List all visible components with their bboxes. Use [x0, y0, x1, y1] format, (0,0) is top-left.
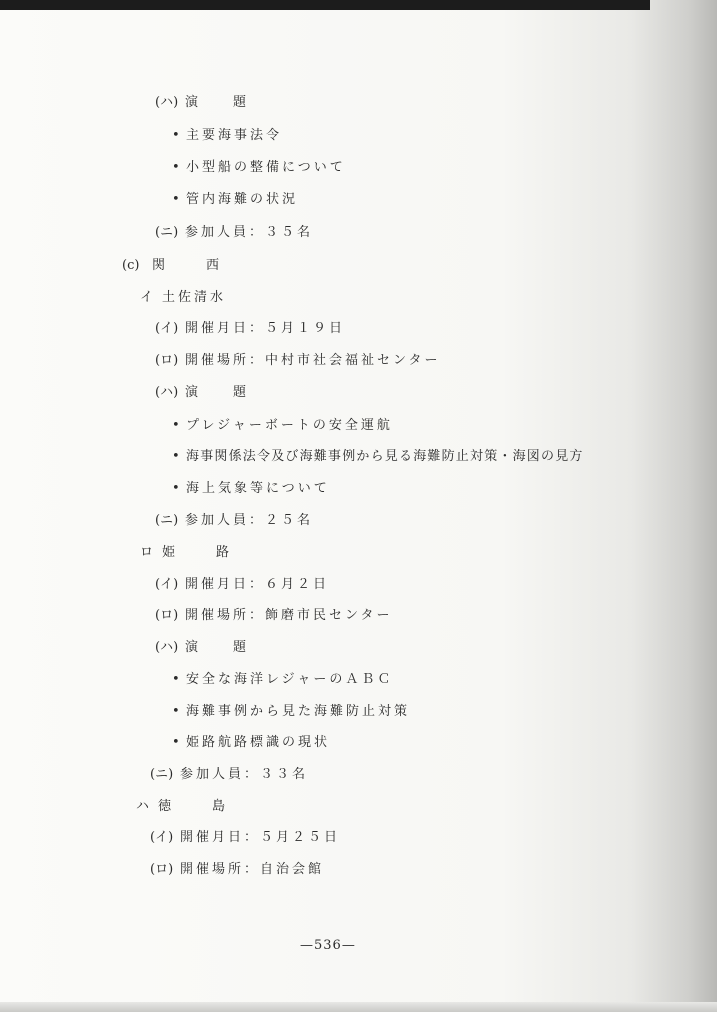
item-mark: (ニ)	[155, 513, 179, 528]
item-text: 開催場所：自治会館	[180, 862, 325, 877]
item-mark: (c)	[122, 258, 140, 273]
item-mark: ハ	[136, 799, 150, 814]
item-mark: ロ	[140, 545, 154, 560]
item-text: 海事関係法令及び海難事例から見る海難防止対策・海図の見方	[186, 449, 584, 464]
bullet-item	[172, 704, 410, 720]
item-text: 姫路航路標識の現状	[186, 735, 331, 750]
date-2	[155, 577, 329, 593]
item-mark: (ニ)	[155, 225, 179, 240]
subsection-tosashimizu	[140, 290, 226, 306]
bullet-item	[172, 735, 330, 751]
item-text: 海難事例から見た海難防止対策	[186, 704, 411, 719]
item-text: 開催場所：中村市社会福祉センター	[185, 353, 441, 368]
item-text: 演 題	[185, 640, 250, 655]
bullet-item	[172, 160, 346, 176]
participants-2	[155, 513, 313, 529]
bullet-mark: •	[172, 418, 180, 433]
bullet-mark: •	[172, 672, 180, 687]
item-text: 参加人員：３５名	[185, 225, 314, 240]
subsection-himeji	[140, 545, 243, 561]
heading-lectures-1	[155, 95, 249, 111]
scan-bottom-edge	[0, 1002, 717, 1012]
venue-2	[155, 608, 392, 624]
participants-1	[155, 225, 313, 241]
item-text: 安全な海洋レジャーのＡＢＣ	[186, 672, 394, 687]
item-mark: (ハ)	[155, 385, 179, 400]
page-number: —536—	[300, 938, 356, 953]
item-text: 参加人員：３３名	[180, 767, 309, 782]
item-text: 海上気象等について	[186, 481, 330, 496]
bullet-mark: •	[172, 128, 180, 143]
item-mark: イ	[140, 290, 154, 305]
item-text: 開催月日：５月２５日	[180, 830, 341, 845]
bullet-item	[172, 672, 393, 688]
bullet-item	[172, 192, 298, 208]
bullet-item	[172, 481, 330, 497]
section-kansai	[122, 258, 233, 274]
bullet-mark: •	[172, 704, 180, 719]
bullet-mark: •	[172, 481, 180, 496]
heading-lectures-2	[155, 385, 249, 401]
item-text: 関 西	[152, 258, 234, 273]
heading-lectures-3	[155, 640, 249, 656]
item-text: 開催月日：６月２日	[185, 577, 330, 592]
item-mark: (ハ)	[155, 640, 179, 655]
item-text: 主要海事法令	[186, 128, 283, 143]
item-text: 参加人員：２５名	[185, 513, 314, 528]
item-text: 管内海難の状況	[186, 192, 299, 207]
scan-top-edge	[0, 0, 650, 10]
item-text: 小型船の整備について	[186, 160, 346, 175]
item-text: 演 題	[185, 385, 250, 400]
item-text: 徳 島	[158, 799, 240, 814]
bullet-mark: •	[172, 735, 180, 750]
bullet-item	[172, 128, 282, 144]
participants-3	[150, 767, 308, 783]
item-mark: (イ)	[155, 577, 179, 592]
item-text: 姫 路	[162, 545, 244, 560]
item-text: 開催場所：飾磨市民センター	[185, 608, 393, 623]
bullet-item	[172, 418, 393, 434]
item-text: プレジャーボートの安全運航	[186, 418, 393, 433]
date-1	[155, 321, 345, 337]
item-text: 土佐清水	[162, 290, 227, 305]
bullet-mark: •	[172, 160, 180, 175]
venue-1	[155, 353, 440, 369]
bullet-item	[172, 449, 584, 465]
item-text: 開催月日：５月１９日	[185, 321, 346, 336]
bullet-mark: •	[172, 449, 180, 464]
item-mark: (ロ)	[155, 608, 179, 623]
item-mark: (ハ)	[155, 95, 179, 110]
date-3	[150, 830, 340, 846]
bullet-mark: •	[172, 192, 180, 207]
item-mark: (イ)	[155, 321, 179, 336]
item-mark: (イ)	[150, 830, 174, 845]
item-mark: (ロ)	[150, 862, 174, 877]
item-mark: (ニ)	[150, 767, 174, 782]
item-mark: (ロ)	[155, 353, 179, 368]
item-text: 演 題	[185, 95, 250, 110]
subsection-tokushima	[136, 799, 239, 815]
venue-3	[150, 862, 324, 878]
